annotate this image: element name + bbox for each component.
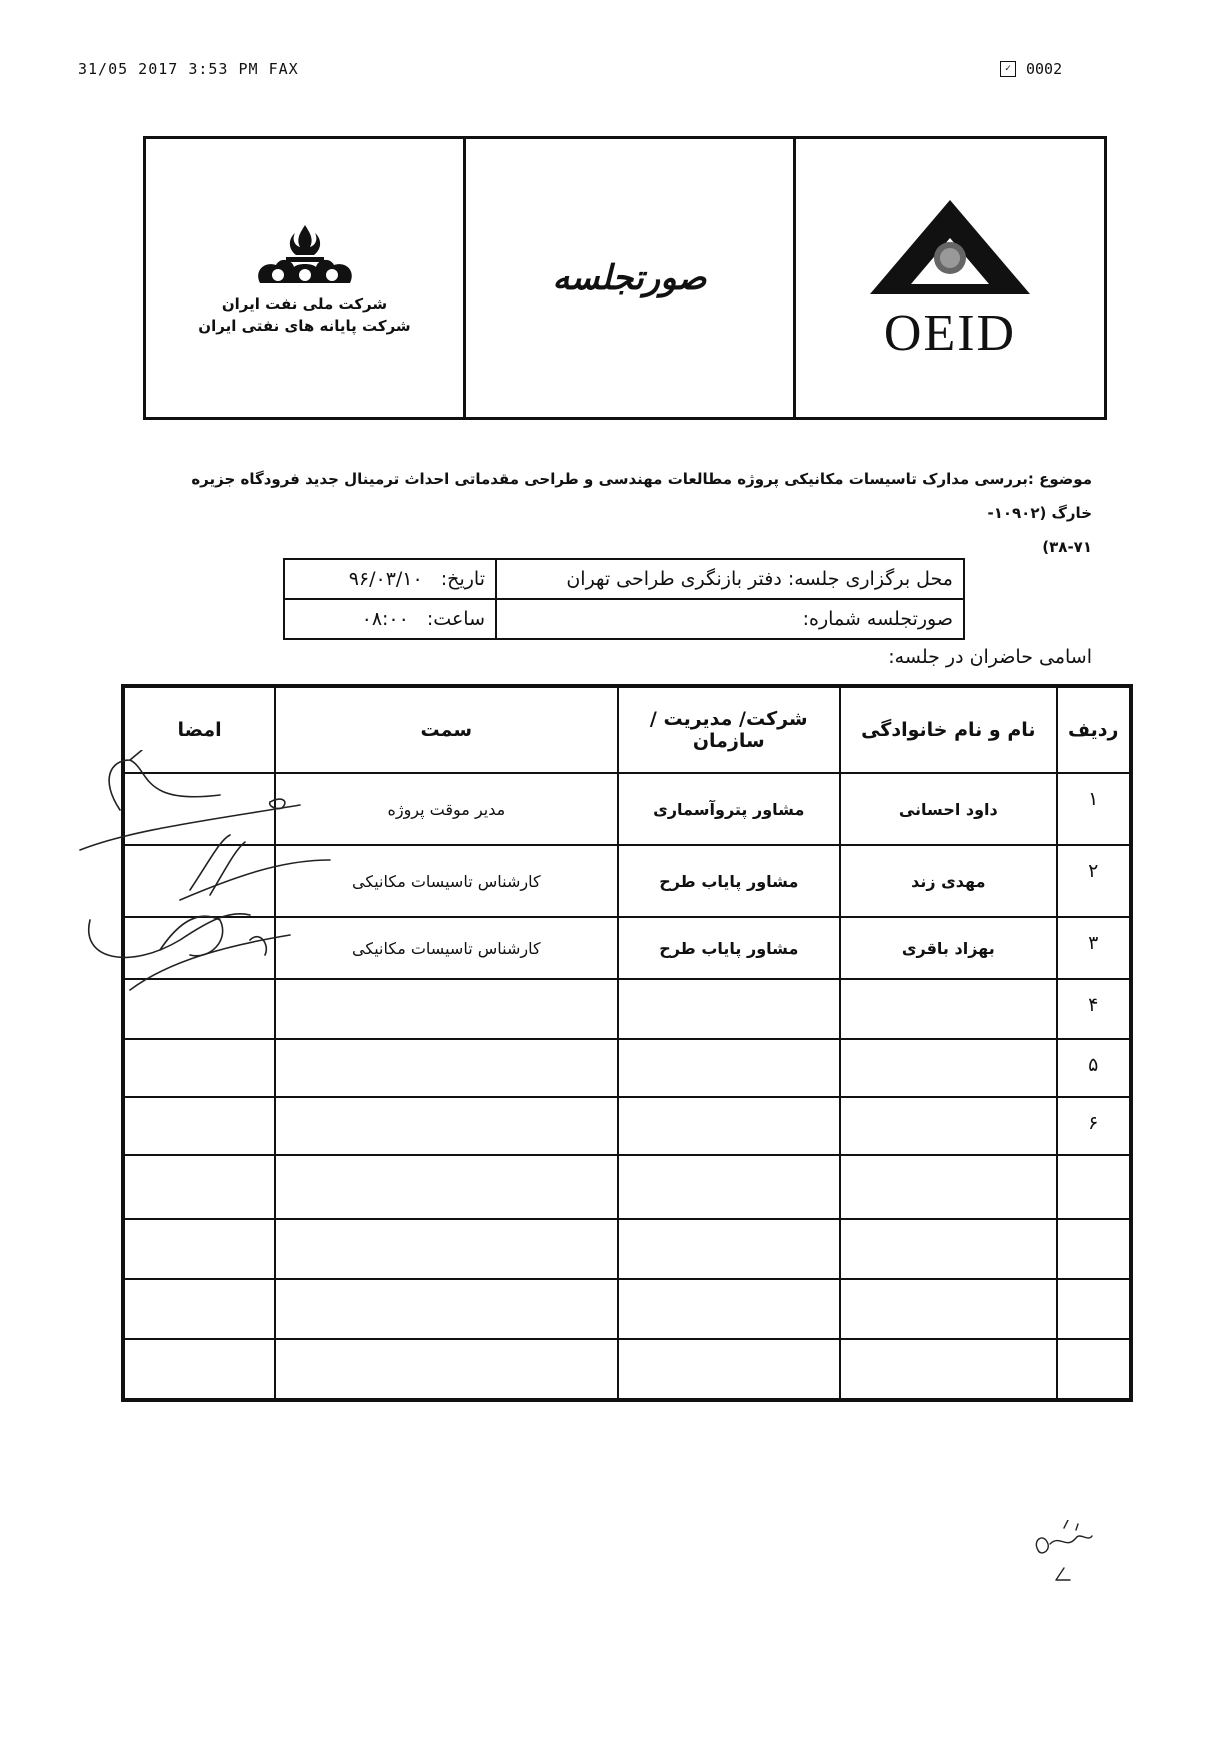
- attendee-company: مشاور پتروآسماری: [618, 773, 841, 845]
- fax-timestamp: 31/05 2017 3:53 PM FAX: [78, 60, 299, 78]
- attendee-company: [618, 1097, 841, 1155]
- attendee-name: بهزاد باقری: [840, 917, 1056, 979]
- time-value: ۰۸:۰۰: [361, 608, 409, 630]
- letterhead: [143, 136, 1107, 420]
- attendee-name: [840, 1339, 1056, 1400]
- date-value: ۹۶/۰۳/۱۰: [348, 568, 423, 590]
- attendee-signature: [123, 1039, 275, 1097]
- attendee-signature: [123, 1219, 275, 1279]
- attendees-table: [121, 684, 1133, 1402]
- attendee-company: مشاور پایاب طرح: [618, 917, 841, 979]
- attendee-name: [840, 979, 1056, 1039]
- attendee-role: کارشناس تاسیسات مکانیکی: [275, 917, 617, 979]
- attendee-name: [840, 1039, 1056, 1097]
- subject-text: [180, 462, 1092, 564]
- subject-line-1: موضوع :بررسی مدارک تاسیسات مکانیکی پروژه مطالعات مهندسی و طراحی مقدماتی احداث ترمینال جدید فرودگاه جزیره خارگ (۱۰۹۰۲-: [191, 470, 1092, 522]
- attendee-role: [275, 979, 617, 1039]
- nioc-logo-icon: [250, 221, 360, 291]
- table-row: [123, 1155, 1131, 1219]
- fax-page-icon: ✓: [1000, 61, 1016, 77]
- attendee-company: [618, 1219, 841, 1279]
- attendee-name: [840, 1155, 1056, 1219]
- table-row: [123, 917, 1131, 979]
- table-row: [123, 1219, 1131, 1279]
- row-number: ۳: [1057, 917, 1131, 979]
- meeting-info-table: [283, 558, 965, 640]
- attendee-signature: [123, 1279, 275, 1339]
- attendee-name: [840, 1219, 1056, 1279]
- table-row: [123, 979, 1131, 1039]
- attendee-signature: [123, 917, 275, 979]
- title-cell: [466, 139, 796, 417]
- date-label: تاریخ:: [440, 568, 485, 590]
- attendee-name: مهدی زند: [840, 845, 1056, 917]
- row-number: [1057, 1219, 1131, 1279]
- header-company: شرکت/ مدیریت /سازمان: [618, 686, 841, 773]
- attendee-name: [840, 1097, 1056, 1155]
- org-name-terminals: شرکت پایانه های نفتی ایران: [198, 317, 411, 335]
- oeid-logo-icon: [865, 194, 1035, 304]
- table-row: [123, 1279, 1131, 1339]
- attendee-signature: [123, 979, 275, 1039]
- document-title: صورتجلسه: [552, 258, 707, 298]
- attendee-role: [275, 1155, 617, 1219]
- attendee-role: [275, 1339, 617, 1400]
- attendee-signature: [123, 773, 275, 845]
- org-name-nioc: شرکت ملی نفت ایران: [221, 295, 388, 313]
- table-header-row: [123, 686, 1131, 773]
- attendee-signature: [123, 845, 275, 917]
- attendee-role: [275, 1039, 617, 1097]
- row-number: ۶: [1057, 1097, 1131, 1155]
- header-role: سمت: [275, 686, 617, 773]
- row-number: ۱: [1057, 773, 1131, 845]
- oeid-logo-cell: [796, 139, 1104, 417]
- header-name: نام و نام خانوادگی: [840, 686, 1056, 773]
- row-number: ۵: [1057, 1039, 1131, 1097]
- table-row: [123, 1339, 1131, 1400]
- attendee-role: مدیر موقت پروژه: [275, 773, 617, 845]
- row-number: [1057, 1279, 1131, 1339]
- meeting-date: [284, 559, 496, 599]
- attendee-role: [275, 1279, 617, 1339]
- handwritten-initials: [1030, 1520, 1100, 1590]
- row-number: [1057, 1339, 1131, 1400]
- subject-line-2: ۳۸-۷۱): [1042, 538, 1092, 556]
- table-row: [123, 845, 1131, 917]
- oeid-logo-text: OEID: [883, 304, 1017, 362]
- table-row: [123, 1097, 1131, 1155]
- row-number: [1057, 1155, 1131, 1219]
- attendee-company: مشاور پایاب طرح: [618, 845, 841, 917]
- header-signature: امضا: [123, 686, 275, 773]
- attendee-signature: [123, 1339, 275, 1400]
- attendee-company: [618, 1339, 841, 1400]
- row-number: ۲: [1057, 845, 1131, 917]
- attendee-company: [618, 979, 841, 1039]
- table-row: [123, 1039, 1131, 1097]
- row-number: ۴: [1057, 979, 1131, 1039]
- attendee-name: [840, 1279, 1056, 1339]
- attendee-name: داود احسانی: [840, 773, 1056, 845]
- fax-page-number-text: 0002: [1026, 60, 1063, 78]
- meeting-location: محل برگزاری جلسه: دفتر بازنگری طراحی تهران: [496, 559, 964, 599]
- attendee-role: [275, 1219, 617, 1279]
- attendees-label: اسامی حاضران در جلسه:: [888, 646, 1092, 668]
- attendee-company: [618, 1155, 841, 1219]
- table-row: [123, 773, 1131, 845]
- minutes-number: صورتجلسه شماره:: [496, 599, 964, 639]
- attendee-signature: [123, 1097, 275, 1155]
- time-label: ساعت:: [426, 608, 485, 630]
- nioc-logo-cell: [146, 139, 466, 417]
- attendee-company: [618, 1039, 841, 1097]
- attendee-role: کارشناس تاسیسات مکانیکی: [275, 845, 617, 917]
- header-row-number: ردیف: [1057, 686, 1131, 773]
- fax-page-number: [1000, 60, 1062, 78]
- attendee-signature: [123, 1155, 275, 1219]
- attendee-role: [275, 1097, 617, 1155]
- attendee-company: [618, 1279, 841, 1339]
- meeting-time: [284, 599, 496, 639]
